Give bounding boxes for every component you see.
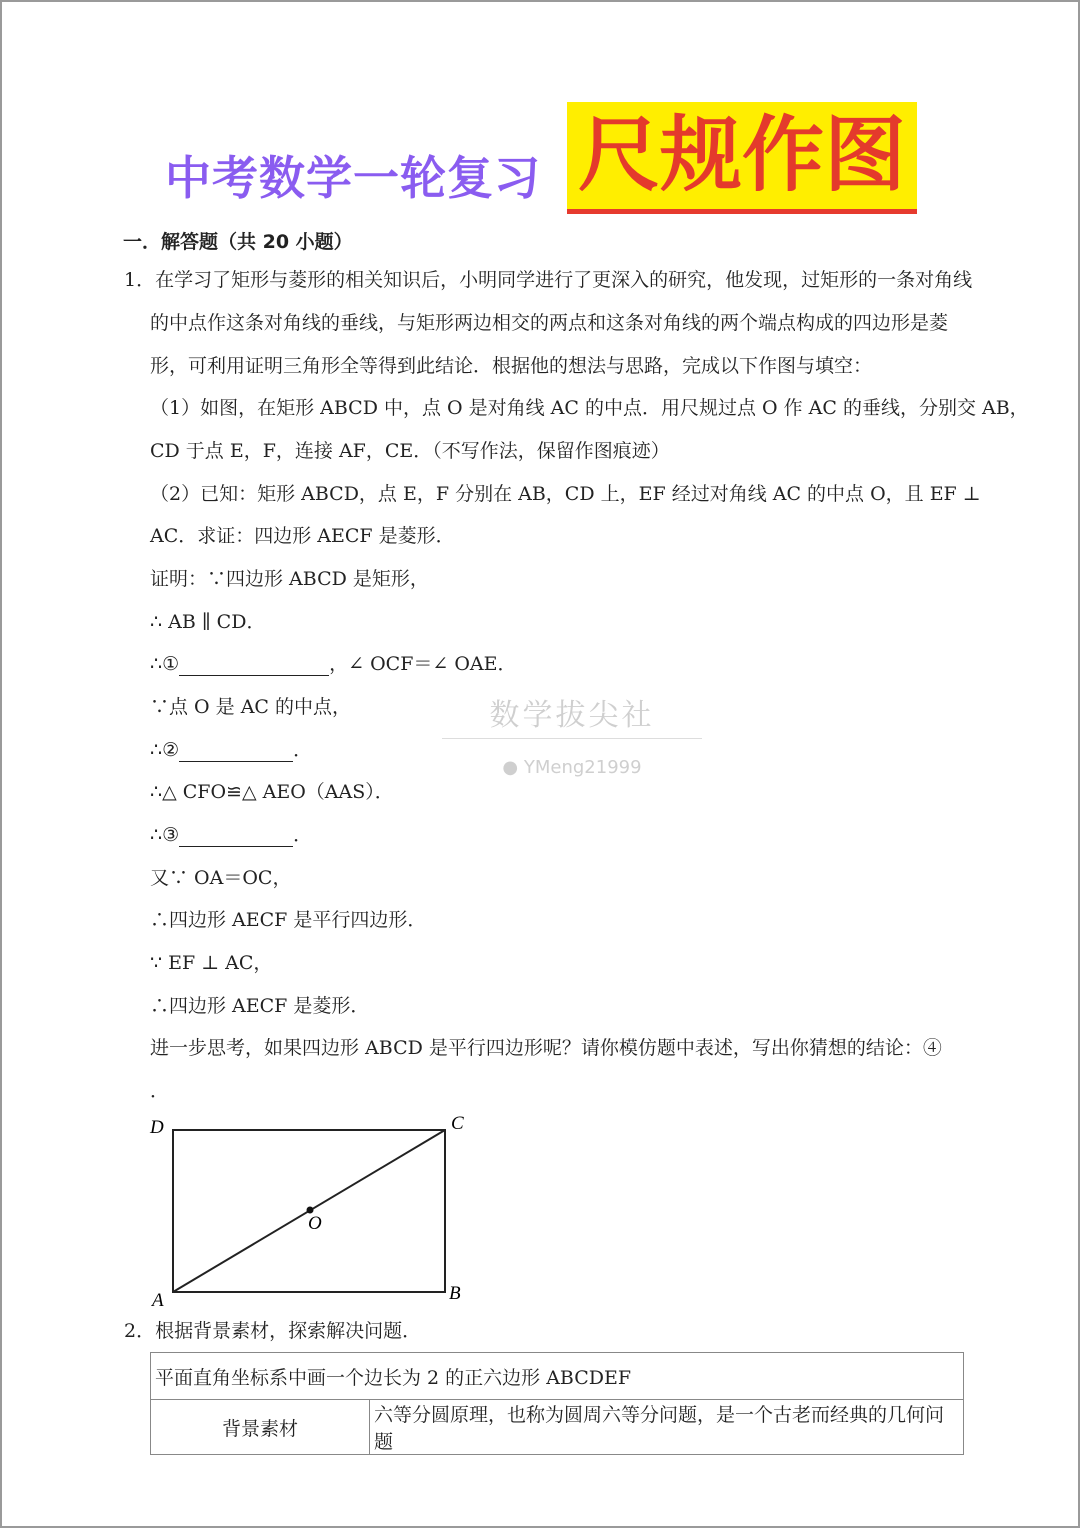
watermark [442,690,702,778]
section-heading: 一．解答题（共 20 小题） [123,231,353,253]
watermark-divider [442,738,702,739]
blank-1-label: ∴① [150,653,180,675]
proof-line-9: ∴四边形 AECF 是平行四边形． [150,909,427,931]
q1-line-3: 形，可利用证明三角形全等得到此结论．根据他的想法与思路，完成以下作图与填空： [150,355,873,377]
proof-line-7 [150,823,312,847]
watermark-handle: YMeng21999 [523,757,642,778]
q2-prompt: 2．根据背景素材，探索解决问题． [124,1320,422,1342]
proof-line-11: ∴四边形 AECF 是菱形． [150,995,370,1017]
proof-line-3 [150,652,517,676]
q1-part2-line-2: AC．求证：四边形 AECF 是菱形． [150,525,455,547]
rectangle-figure [140,1105,480,1310]
q1-line-1: 1．在学习了矩形与菱形的相关知识后，小明同学进行了更深入的研究，他发现，过矩形的一条对角线 [124,269,973,291]
label-a: A [152,1290,164,1310]
table-row [151,1353,964,1400]
q1-part2-line-1: （2）已知：矩形 ABCD，点 E，F 分别在 AB，CD 上，EF 经过对角线 AC 的中点 O，且 EF ⊥ [150,483,981,505]
blank-3-label: ∴③ [150,824,180,846]
table-row [151,1400,964,1455]
watermark-title: 数学拔尖社 [489,698,655,733]
blank-2[interactable] [179,741,293,762]
proof-line-7-rest: ． [293,824,313,846]
title-highlight-box [567,102,917,214]
label-c: C [451,1113,464,1134]
proof-line-1: 证明：∵四边形 ABCD 是矩形， [150,568,429,590]
wechat-icon: ● [502,757,524,778]
blank-1[interactable] [179,655,329,676]
label-d: D [150,1117,164,1138]
proof-line-5 [150,738,312,762]
title-highlight: 尺规作图 [577,107,906,203]
proof-line-2: ∴ AB ∥ CD． [150,611,266,633]
background-material-table [150,1352,964,1455]
proof-line-5-rest: ． [293,739,313,761]
label-b: B [449,1283,461,1304]
table-cell-header: 背景素材 [151,1400,370,1455]
label-o: O [308,1213,322,1234]
page-title: 中考数学一轮复习 [165,151,541,205]
proof-line-3-rest: ，∠ OCF＝∠ OAE． [329,653,517,675]
further-thinking-end: ． [150,1080,170,1102]
further-thinking: 进一步思考，如果四边形 ABCD 是平行四边形呢？请你模仿题中表述，写出你猜想的结论：④ [150,1037,942,1059]
proof-line-8: 又∵ OA＝OC， [150,867,292,889]
proof-line-4: ∵点 O 是 AC 的中点， [150,696,351,718]
q1-line-2: 的中点作这条对角线的垂线，与矩形两边相交的两点和这条对角线的两个端点构成的四边形是菱 [150,312,949,334]
watermark-sub [442,757,702,778]
proof-line-6: ∴△ CFO≌△ AEO（AAS）． [150,781,394,803]
table-cell-body: 六等分圆原理，也称为圆周六等分问题，是一个古老而经典的几何问题 [370,1400,964,1455]
blank-3[interactable] [179,826,293,847]
q1-part1-line-2: CD 于点 E，F，连接 AF，CE．（不写作法，保留作图痕迹） [150,440,670,462]
proof-line-10: ∵ EF ⊥ AC， [150,952,273,974]
q1-part1-line-1: （1）如图，在矩形 ABCD 中，点 O 是对角线 AC 的中点．用尺规过点 O 作 AC 的垂线，分别交 AB， [150,397,1029,419]
table-cell-task: 平面直角坐标系中画一个边长为 2 的正六边形 ABCDEF [151,1353,964,1400]
blank-2-label: ∴② [150,739,180,761]
